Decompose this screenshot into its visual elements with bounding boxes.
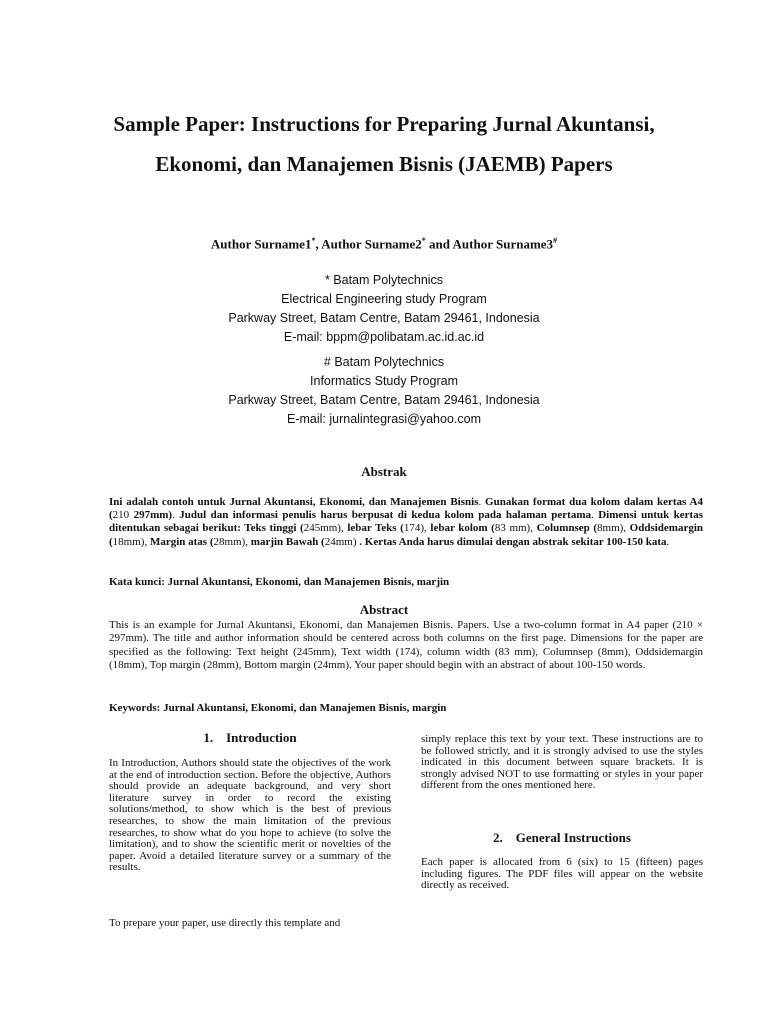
abstrak-span: 83 mm), — [494, 522, 537, 535]
abstrak-span: marjin Bawah ( — [250, 535, 325, 548]
affiliation-program: Electrical Engineering study Program — [281, 292, 487, 306]
affiliation-address: Parkway Street, Batam Centre, Batam 29461, Indonesia — [228, 311, 540, 325]
section-heading-general-instructions: 2. General Instructions — [493, 830, 631, 845]
abstrak-span: Judul dan informasi penulis harus berpusat di kedua kolom pada halaman pertama — [179, 509, 592, 522]
affiliation-institution: * Batam Polytechnics — [324, 273, 444, 287]
paper-title: Sample Paper: Instructions for Preparing Jurnal Akuntansi, Ekonomi, dan Manajemen Bisnis (JAEMB) Papers — [113, 112, 655, 176]
introduction-paragraph: In Introduction, Authors should state the objectives of the work at the end of introduction section. Before the objective, Authors should provide an adequate background, and very short literature survey in order to record the existing solutions/method, to show which is the best of previous researches, to show the main limitation of the previous researches, to show what do you hope to achieve (to solve the limitation), and to show the scientific merit or novelties of the paper. Avoid a detailed literature survey or a summary of the results. — [109, 757, 391, 874]
introduction-paragraph: To prepare your paper, use directly this template and — [109, 917, 341, 929]
affiliation-1 — [100, 271, 668, 347]
general-instructions-paragraph: Each paper is allocated from 6 (six) to 15 (fifteen) pages including figures. The PDF files will appear on the website directly as received. — [421, 856, 703, 892]
introduction-paragraph-continued: simply replace this text by your text. These instructions are to be followed strictly, and it is strongly advised to use the styles indicated in this document between square brackets. It is strongly advised NOT to use formatting or styles in your paper different from the ones mentioned here. — [421, 733, 703, 792]
abstrak-span: . — [478, 496, 486, 508]
abstrak-span: 245mm), — [303, 522, 348, 535]
author-list — [60, 236, 708, 252]
abstrak-span: lebar Teks ( — [347, 522, 404, 535]
abstract-heading: Abstract — [359, 602, 409, 617]
abstrak-span: 8mm), — [597, 522, 630, 535]
abstrak-span: Oddsidemargin ( — [109, 522, 704, 548]
section-heading-introduction: 1. Introduction — [203, 730, 297, 745]
abstrak-span: Columnsep ( — [536, 522, 598, 535]
author-separator: , — [315, 236, 322, 252]
kata-kunci: Kata kunci: Jurnal Akuntansi, Ekonomi, dan Manajemen Bisnis, marjin — [109, 576, 450, 588]
abstrak-heading: Abstrak — [361, 464, 407, 479]
author-2: Author Surname2 — [321, 236, 422, 252]
abstrak-span: 28mm), — [213, 535, 251, 548]
abstrak-text — [109, 496, 703, 549]
abstrak-span: . — [666, 535, 670, 548]
affiliation-institution: # Batam Polytechnics — [323, 355, 445, 369]
abstrak-span: . Kertas Anda harus dimulai dengan abstrak sekitar 100-150 kata — [359, 535, 667, 548]
abstrak-span: 18mm), — [112, 535, 150, 548]
author-separator: and — [425, 236, 453, 252]
abstrak-span: . — [591, 509, 599, 522]
abstract-text: This is an example for Jurnal Akuntansi, Ekonomi, dan Manajemen Bisnis. Papers. Use a two-column format in A4 paper (210 × 297mm). The title and author information should be centered across both columns on the first page. Dimensions for the paper are specified as the following: Text height (245mm), Text width (174), column width (83 mm), Columnsep (8mm), Oddsidemargin (18mm), Top margin (28mm), Bottom margin (24mm). Your paper should begin with an abstract of about 100-150 words. — [109, 619, 703, 671]
affiliation-email: E-mail: jurnalintegrasi@yahoo.com — [286, 412, 482, 426]
author-1: Author Surname1 — [210, 236, 312, 252]
abstrak-span: 297mm) — [133, 509, 173, 522]
affiliation-email: E-mail: bppm@polibatam.ac.id.ac.id — [283, 330, 485, 344]
affiliation-2 — [100, 353, 668, 429]
author-3-mark: # — [553, 236, 558, 245]
abstrak-span: Gunakan format dua kolom dalam kertas A4 ( — [109, 496, 703, 522]
abstrak-span: Ini adalah contoh untuk Jurnal Akuntansi, Ekonomi, dan Manajemen Bisnis — [109, 496, 479, 508]
author-3: Author Surname3 — [452, 236, 554, 252]
abstrak-span: 174), — [403, 522, 431, 535]
affiliation-address: Parkway Street, Batam Centre, Batam 29461, Indonesia — [228, 393, 540, 407]
affiliation-program: Informatics Study Program — [310, 374, 458, 388]
abstrak-span: Margin atas ( — [149, 535, 214, 548]
author-2-mark: * — [421, 236, 426, 245]
abstrak-span: . — [172, 509, 180, 522]
keywords: Keywords: Jurnal Akuntansi, Ekonomi, dan Manajemen Bisnis, margin — [109, 702, 447, 714]
abstrak-span: lebar kolom ( — [430, 522, 495, 535]
abstrak-span: 24mm) — [324, 535, 360, 548]
author-1-mark: * — [311, 236, 316, 245]
abstrak-span: 210 — [112, 509, 134, 522]
abstrak-span: Dimensi untuk kertas ditentukan sebagai berikut: Teks tinggi ( — [109, 509, 703, 535]
